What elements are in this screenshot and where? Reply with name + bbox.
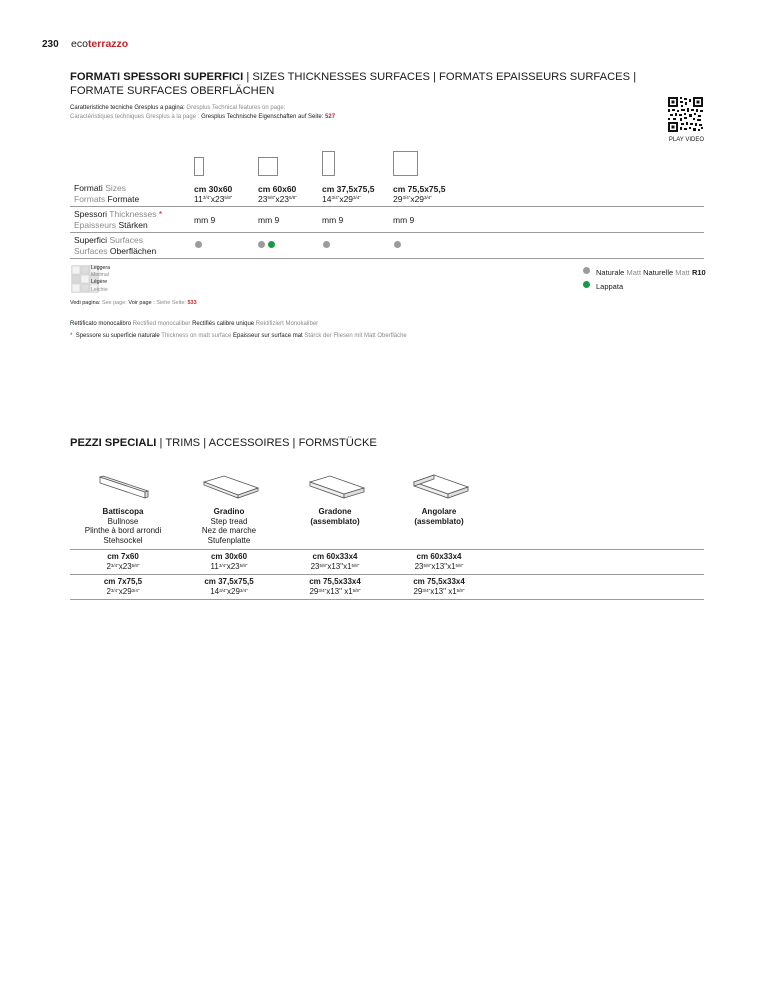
thickness-note: * Spessore su superficie naturale Thickness on matt surface Epaisseur sur surface mat Stärck der Fliesen mit Matt Oberfläche — [70, 333, 407, 339]
thickness-cell-4: mm 9 — [393, 215, 415, 225]
format-cell-3: cm 37,5x75,5 $14^{3/4"}x29^{3/4"}$ — [322, 184, 375, 204]
surface-naturale-dot — [323, 241, 330, 248]
tech-line-2 — [70, 113, 335, 122]
table-divider — [70, 232, 704, 233]
trim-angolare-name: Angolare (assemblato) — [414, 507, 464, 526]
lappata-legend-dot — [583, 281, 590, 288]
trim-cell: cm 7x75,5 $2^{3/4"}x29^{3/4"}$ — [103, 577, 143, 596]
thickness-cell-1: mm 9 — [194, 215, 216, 225]
surface-lappata-dot — [268, 241, 275, 248]
row-label-thickness: Spessori Thicknesses * Epaisseurs Stärken — [74, 209, 163, 230]
format-75x75-icon — [393, 151, 418, 176]
tech-line-1-it: Caratteristiche tecniche Gresplus a pagina: — [70, 105, 185, 111]
trim-cell: cm 75,5x33x4 $29^{3/4"}x13$" $x1^{5/8"}$ — [413, 577, 465, 596]
format-cell-2: cm 60x60 $23^{5/8"}x23^{5/8"}$ — [258, 184, 297, 204]
format-37x75-icon — [322, 151, 335, 176]
trim-bullnose-name: Battiscopa Bullnose Plinthe à bord arrondi Stehsockel — [84, 507, 162, 545]
tech-page-link[interactable]: 527 — [325, 114, 336, 120]
surface-naturale-dot — [394, 241, 401, 248]
tech-line-1 — [70, 104, 285, 113]
trims-divider — [70, 599, 704, 600]
formats-title — [70, 71, 670, 98]
see-page-note: Vedi pagina: See page: Voir page : Siehe Seite: 533 — [70, 300, 197, 306]
trims-title-rest: | TRIMS | ACCESSOIRES | FORMSTÜCKE — [156, 437, 377, 449]
format-30x60-icon — [194, 157, 204, 176]
trim-cell: cm 60x33x4 $23^{5/8"}x13"x1^{5/8"}$ — [310, 552, 360, 571]
brand-suffix: terrazzo — [87, 38, 129, 50]
surface-legend: Naturale Matt Naturelle Matt R10 Lappata — [583, 266, 706, 293]
table-divider — [70, 206, 704, 207]
step-tread-icon — [200, 474, 260, 500]
bullnose-icon — [95, 472, 155, 502]
play-video-link[interactable]: PLAY VIDEO — [668, 137, 704, 143]
trims-divider — [70, 549, 704, 550]
trim-cell: cm 30x60 $11^{3/4"}x23^{5/8"}$ — [210, 552, 248, 571]
row-label-surfaces: Superfici Surfaces Surfaces Oberflächen — [74, 235, 157, 256]
format-cell-1: cm 30x60 $11^{3/4"}x23^{5/8"}$ — [194, 184, 233, 204]
trim-step-tread-name: Gradino Step tread Nez de marche Stufenplatte — [201, 507, 257, 545]
see-page-link[interactable]: 533 — [187, 300, 197, 306]
row-label-formats: Formati Sizes Formats Formate — [74, 183, 140, 204]
brand-prefix: eco — [71, 38, 88, 50]
thickness-cell-2: mm 9 — [258, 215, 280, 225]
trims-divider — [70, 574, 704, 575]
format-cell-4: cm 75,5x75,5 $29^{3/4"}x29^{3/4"}$ — [393, 184, 446, 204]
brand-name — [71, 38, 128, 50]
trim-cell: cm 7x60 $2^{3/4"}x23^{5/8"}$ — [106, 552, 140, 571]
tech-line-1-en: Gresplus Technical features on page: — [186, 105, 286, 111]
tech-line-2-fr: Caractéristiques techniques Gresplus à la page : — [70, 114, 200, 120]
angolare-icon — [410, 472, 470, 500]
page-number: 230 — [42, 39, 59, 50]
rectified-note: Rettificato monocalibro Rectified monocaliber Rectifiés calibre unique Rektifiziert Monokaliber — [70, 321, 319, 327]
surface-naturale-dot — [195, 241, 202, 248]
trim-cell: cm 75,5x33x4 $29^{3/4"}x13$" $x1^{5/8"}$ — [309, 577, 361, 596]
trim-gradone-name: Gradone (assemblato) — [310, 507, 360, 526]
surface-naturale-dot — [258, 241, 265, 248]
trims-title — [70, 437, 377, 449]
thickness-cell-3: mm 9 — [322, 215, 344, 225]
formats-title-bold: FORMATI SPESSORI SUPERFICI — [70, 71, 244, 83]
format-60x60-icon — [258, 157, 278, 176]
trim-cell: cm 60x33x4 $23^{5/8"}x13"x1^{5/8"}$ — [414, 552, 464, 571]
weight-legend: Leggera Minimal Légère Leichte — [91, 265, 111, 293]
naturale-legend-dot — [583, 267, 590, 274]
table-divider — [70, 258, 704, 259]
formats-title-rest: | SIZES THICKNESSES SURFACES | FORMATS EPAISSEURS SURFACES | FORMATE SURFACES OBERFLÄCHEN — [70, 71, 637, 97]
tech-line-2-de: Gresplus Technische Eigenschaften auf Seite: — [201, 114, 324, 120]
qr-code-icon[interactable] — [668, 97, 703, 132]
trims-title-bold: PEZZI SPECIALI — [70, 437, 157, 449]
trim-cell: cm 37,5x75,5 $14^{3/4"}x29^{3/4"}$ — [204, 577, 254, 596]
gradone-icon — [306, 474, 366, 500]
